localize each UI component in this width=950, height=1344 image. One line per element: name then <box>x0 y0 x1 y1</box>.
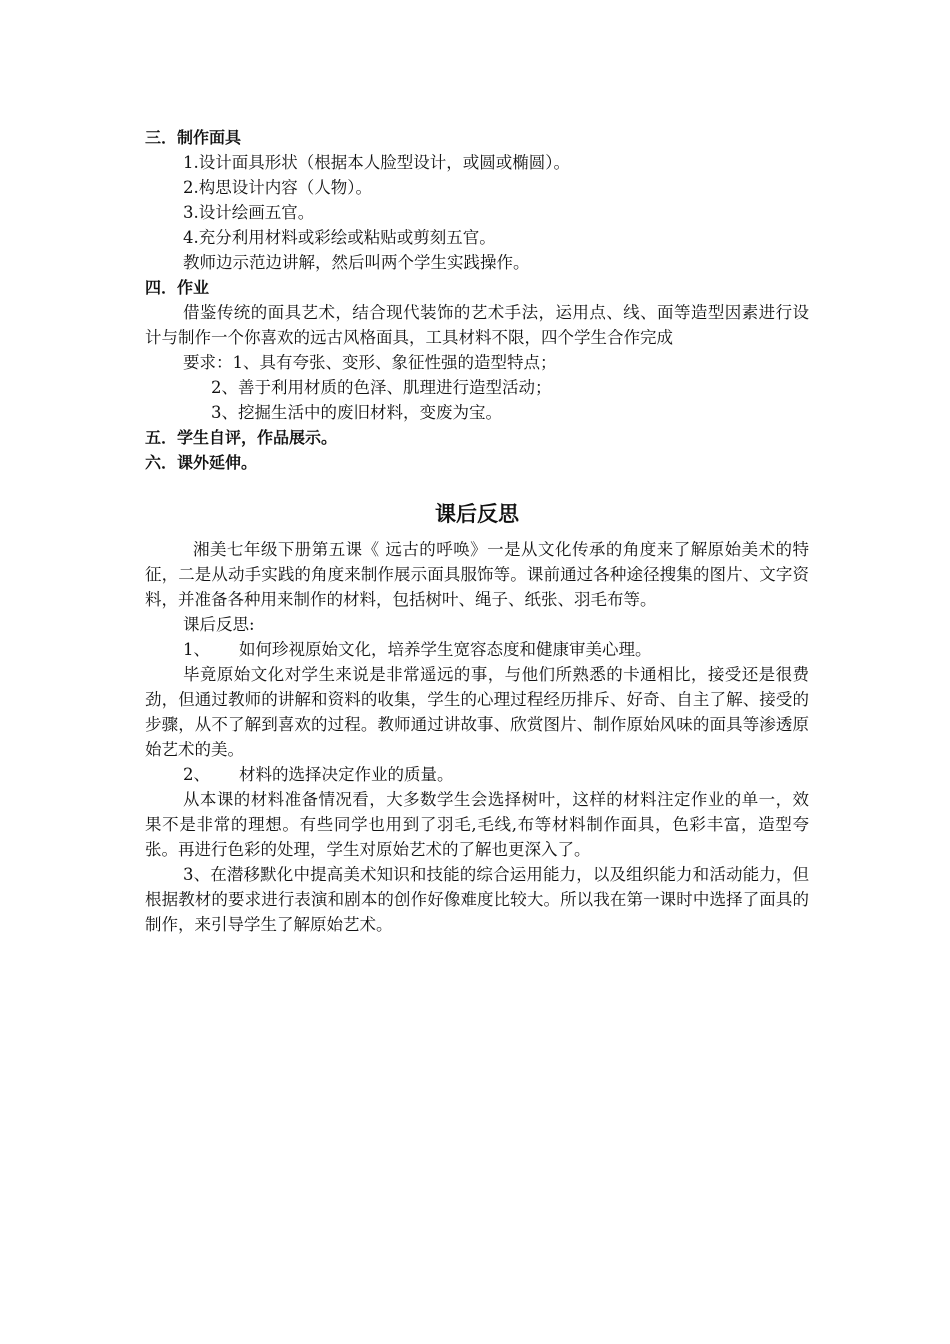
reflection-point-1-body: 毕竟原始文化对学生来说是非常遥远的事，与他们所熟悉的卡通相比，接受还是很费劲，但通过教师的讲解和资料的收集，学生的心理过程经历排斥、好奇、自主了解、接受的步骤，从不了解到喜欢的过程。教师通过讲故事、欣赏图片、制作原始风味的面具等渗透原始艺术的美。 <box>145 665 809 759</box>
document-page <box>145 125 809 937</box>
reflection-point-2 <box>145 762 809 787</box>
reflection-point-2-body: 从本课的材料准备情况看，大多数学生会选择树叶，这样的材料注定作业的单一，效果不是非常的理想。有些同学也用到了羽毛,毛线,布等材料制作面具，色彩丰富，造型夸张。再进行色彩的处理，学生对原始艺术的了解也更深入了。 <box>145 790 809 859</box>
section-4-requirement-2: 2、善于利用材质的色泽、肌理进行造型活动； <box>211 378 552 397</box>
section-4-heading: 四．作业 <box>145 278 210 297</box>
section-3-heading: 三．制作面具 <box>145 128 242 147</box>
section-3-note: 教师边示范边讲解，然后叫两个学生实践操作。 <box>183 253 530 272</box>
section-6-heading: 六．课外延伸。 <box>145 453 258 472</box>
section-4-requirement-3: 3、挖掘生活中的废旧材料，变废为宝。 <box>211 403 502 422</box>
reflection-title: 课后反思 <box>435 502 519 526</box>
reflection-point-1-number: 1、 <box>183 640 210 659</box>
reflection-intro: 湘美七年级下册第五课《 远古的呼唤》一是从文化传承的角度来了解原始美术的特征，二是从动手实践的角度来制作展示面具服饰等。课前通过各种途径搜集的图片、文字资料，并准备各种用来制作的材料，包括树叶、绳子、纸张、羽毛布等。 <box>145 540 809 609</box>
reflection-point-2-number: 2、 <box>183 765 210 784</box>
reflection-point-2-text: 材料的选择决定作业的质量。 <box>239 765 454 784</box>
section-3-item-3: 3.设计绘画五官。 <box>183 203 315 222</box>
reflection-point-1-text: 如何珍视原始文化，培养学生宽容态度和健康审美心理。 <box>239 640 652 659</box>
reflection-point-1 <box>145 637 809 662</box>
section-4-paragraph: 借鉴传统的面具艺术，结合现代装饰的艺术手法，运用点、线、面等造型因素进行设计与制作一个你喜欢的远古风格面具，工具材料不限，四个学生合作完成 <box>145 303 809 347</box>
section-3-item-2: 2.构思设计内容（人物）。 <box>183 178 372 197</box>
section-5-heading: 五．学生自评，作品展示。 <box>145 428 338 447</box>
reflection-point-3-body: 3、在潜移默化中提高美术知识和技能的综合运用能力，以及组织能力和活动能力，但根据教材的要求进行表演和剧本的创作好像难度比较大。所以我在第一课时中选择了面具的制作，来引导学生了解原始艺术。 <box>145 865 809 934</box>
reflection-label: 课后反思: <box>183 615 255 634</box>
section-4-requirement-1: 要求：1、具有夸张、变形、象征性强的造型特点； <box>183 353 557 372</box>
section-3-item-1: 1.设计面具形状（根据本人脸型设计，或圆或椭圆）。 <box>183 153 570 172</box>
section-3-item-4: 4.充分利用材料或彩绘或粘贴或剪刻五官。 <box>183 228 496 247</box>
